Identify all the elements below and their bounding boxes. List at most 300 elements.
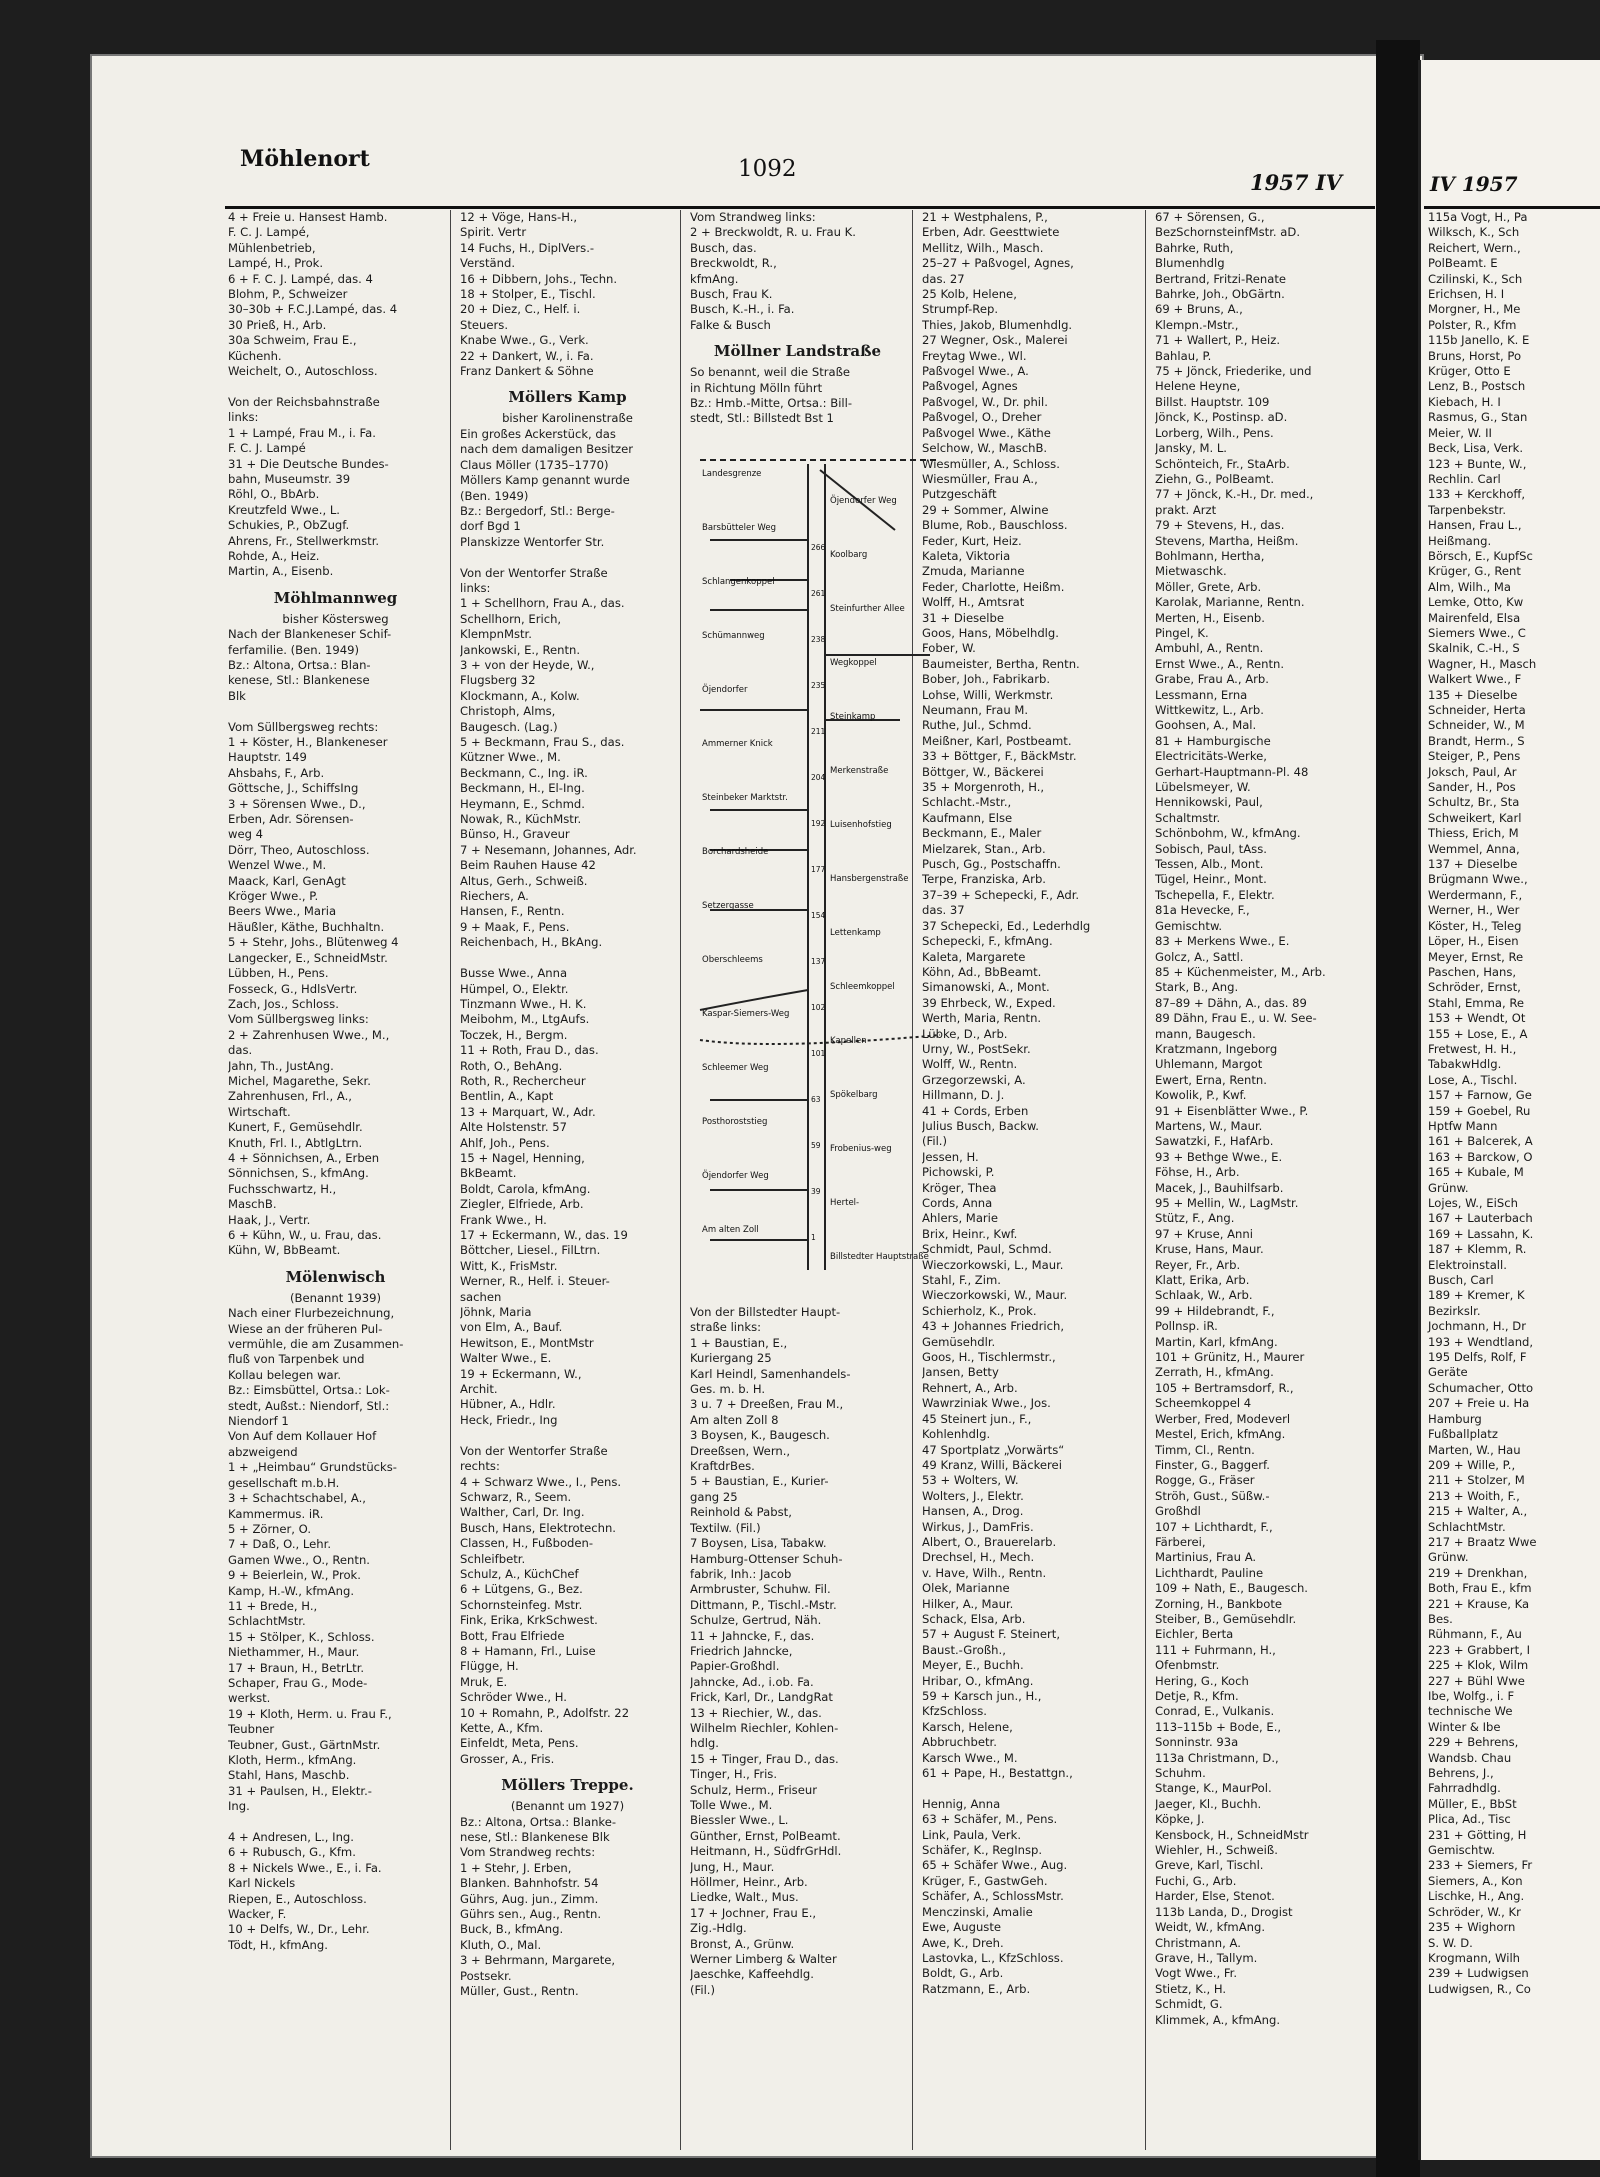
directory-entry: stedt, Stl.: Billstedt Bst 1 [690, 411, 834, 426]
directory-entry: BezSchornsteinfMstr. aD. [1155, 225, 1301, 240]
directory-entry: Von der Wentorfer Straße [460, 565, 608, 580]
facing-entry: Werner, H., Wer [1428, 903, 1520, 918]
facing-entry: Brügmann Wwe., [1428, 872, 1528, 887]
facing-entry: Jochmann, H., Dr [1428, 1319, 1526, 1334]
directory-entry: Drechsel, H., Mech. [922, 1550, 1035, 1565]
directory-entry: (Fil.) [922, 1134, 947, 1149]
facing-entry: Ibe, Wolfg., i. F [1428, 1689, 1515, 1703]
directory-entry: Ahrens, Fr., Stellwerkmstr. [228, 533, 380, 548]
directory-entry: Hennikowski, Paul, [1155, 795, 1263, 810]
directory-entry: 4 + Sönnichsen, A., Erben [228, 1150, 380, 1165]
directory-entry: Schlacht.-Mstr., [922, 795, 1012, 810]
map-street-label: Billstedter Hauptstraße [830, 1252, 929, 1262]
directory-entry: 3 + Sörensen Wwe., D., [228, 796, 366, 811]
facing-entry: Skalnik, C.-H., S [1428, 641, 1520, 656]
directory-entry: Hamburg-Ottenser Schuh- [690, 1551, 843, 1566]
directory-entry: 93 + Bethge Wwe., E. [1155, 1149, 1283, 1164]
directory-entry: Höllmer, Heinr., Arb. [690, 1875, 808, 1890]
directory-entry: Baumeister, Bertha, Rentn. [922, 656, 1080, 671]
map-street-label: Steinbeker Marktstr. [702, 793, 788, 803]
directory-entry [460, 550, 675, 565]
directory-entry: Hümpel, O., Elektr. [460, 981, 569, 996]
directory-entry: Günther, Ernst, PolBeamt. [690, 1828, 841, 1843]
directory-entry: Blk [228, 688, 246, 703]
facing-entry: Both, Frau E., kfm [1428, 1581, 1532, 1596]
street-heading: Möllers Kamp [508, 388, 627, 407]
directory-entry: Ruthe, Jul., Schmd. [922, 718, 1032, 733]
directory-entry: Reinhold & Pabst, [690, 1505, 792, 1520]
directory-entry: 107 + Lichthardt, F., [1155, 1519, 1273, 1534]
directory-entry: Gührs, Aug. jun., Zimm. [460, 1891, 599, 1906]
directory-entry: 101 + Grünitz, H., Maurer [1155, 1350, 1305, 1365]
directory-entry: Vom Strandweg links: [690, 210, 816, 224]
directory-entry: Martens, W., Maur. [1155, 1118, 1263, 1133]
directory-entry: 95 + Mellin, W., LagMstr. [1155, 1196, 1299, 1210]
directory-entry: Simanowski, A., Mont. [922, 980, 1050, 995]
directory-entry: 7 + Daß, O., Lehr. [228, 1537, 332, 1552]
directory-entry: Boldt, G., Arb. [922, 1966, 1004, 1981]
directory-entry: 97 + Kruse, Anni [1155, 1226, 1253, 1241]
directory-entry: Göttsche, J., SchiffsIng [228, 781, 359, 796]
directory-entry: Hübner, A., Hdlr. [460, 1397, 556, 1412]
directory-entry: Ziehn, G., PolBeamt. [1155, 471, 1275, 486]
directory-entry: Ges. m. b. H. [690, 1382, 766, 1397]
directory-entry: Schröder Wwe., H. [460, 1690, 567, 1705]
facing-header-rule [1424, 206, 1600, 209]
directory-entry: Schleifbetr. [460, 1551, 526, 1566]
map-street-label: Steinkamp [830, 712, 876, 722]
facing-entry: Bruns, Horst, Po [1428, 348, 1522, 363]
map-street-label: Borchardsheide [702, 847, 769, 857]
directory-entry: 5 + Zörner, O. [228, 1521, 312, 1536]
directory-entry: Wirtschaft. [228, 1104, 291, 1119]
directory-entry: Wolff, H., Amtsrat [922, 595, 1025, 610]
column-divider [680, 210, 681, 2150]
street-map-sketch [690, 450, 950, 1300]
directory-entry: Knuth, Frl. I., AbtlgLtrn. [228, 1135, 363, 1150]
directory-entry: Wieczorkowski, L., Maur. [922, 1257, 1064, 1272]
directory-entry: 31 + Die Deutsche Bundes- [228, 456, 389, 471]
directory-entry: Toczek, H., Bergm. [460, 1027, 568, 1042]
directory-entry: 113b Landa, D., Drogist [1155, 1904, 1293, 1919]
directory-entry: Busch, Hans, Elektrotechn. [460, 1520, 616, 1535]
directory-entry: Bahlau, P. [1155, 348, 1212, 363]
directory-entry: 69 + Bruns, A., [1155, 302, 1243, 317]
directory-entry: Tödt, H., kfmAng. [228, 1937, 328, 1952]
directory-entry: ferfamilie. (Ben. 1949) [228, 642, 359, 657]
directory-entry: Papier-Großhdl. [690, 1659, 780, 1674]
facing-entry: 187 + Klemm, R. [1428, 1242, 1527, 1257]
map-street-label: Schleemkoppel [830, 982, 895, 992]
directory-entry: Böttger, W., Bäckerei [922, 764, 1044, 779]
directory-entry: Stange, K., MaurPol. [1155, 1781, 1272, 1796]
directory-entry: Paßvogel, O., Dreher [922, 410, 1042, 425]
directory-entry: Ahsbahs, F., Arb. [228, 765, 325, 780]
directory-entry: Goos, H., Tischlermstr., [922, 1350, 1056, 1365]
directory-entry: Thies, Jakob, Blumenhdlg. [922, 317, 1073, 332]
directory-entry: Jankowski, E., Rentn. [460, 642, 581, 657]
directory-entry: 8 + Nickels Wwe., E., i. Fa. [228, 1860, 382, 1875]
directory-entry: Frick, Karl, Dr., LandgRat [690, 1690, 833, 1705]
map-street-label: Schlangenkoppel [702, 577, 775, 587]
directory-entry: Dittmann, P., Tischl.-Mstr. [690, 1597, 837, 1612]
directory-entry: (Ben. 1949) [460, 488, 529, 503]
directory-entry: Conrad, E., Vulkanis. [1155, 1704, 1275, 1719]
directory-entry: Schornsteinfeg. Mstr. [460, 1597, 583, 1612]
directory-entry: Kaufmann, Else [922, 810, 1013, 825]
directory-entry: Tolle Wwe., M. [690, 1798, 773, 1812]
directory-entry: 11 + Jahncke, F., das. [690, 1628, 815, 1643]
street-heading: Mölenwisch [285, 1267, 386, 1286]
directory-entry: 19 + Kloth, Herm. u. Frau F., [228, 1706, 392, 1721]
directory-entry: Steuers. [460, 317, 509, 332]
map-street-label: Lettenkamp [830, 928, 881, 938]
facing-entry: 217 + Braatz Wwe [1428, 1534, 1537, 1549]
directory-entry: Boldt, Carola, kfmAng. [460, 1181, 591, 1196]
facing-entry: 153 + Wendt, Ot [1428, 1011, 1526, 1026]
directory-entry: Jansky, M. L. [1155, 441, 1227, 456]
directory-entry: Zmuda, Marianne [922, 564, 1025, 579]
directory-entry: Vom Süllbergsweg rechts: [228, 719, 379, 734]
directory-entry: 71 + Wallert, P., Heiz. [1155, 333, 1281, 348]
directory-entry: Flügge, H. [460, 1659, 519, 1674]
directory-entry: Ströh, Gust., Süßw.- [1155, 1488, 1270, 1503]
facing-entry: Schumacher, Otto [1428, 1380, 1534, 1395]
directory-entry: Fuchi, G., Arb. [1155, 1873, 1237, 1888]
directory-entry: Von der Wentorfer Straße [460, 1443, 608, 1458]
directory-entry: 29 + Sommer, Alwine [922, 502, 1049, 517]
directory-entry: Schmidt, Paul, Schmd. [922, 1242, 1052, 1257]
directory-entry: Wieczorkowski, W., Maur. [922, 1288, 1068, 1303]
facing-entry: 233 + Siemers, Fr [1428, 1858, 1533, 1873]
directory-entry: 13 + Riechier, W., das. [690, 1705, 822, 1720]
facing-entry: 123 + Bunte, W., [1428, 456, 1527, 471]
map-street-label: Kapellen [830, 1036, 867, 1046]
directory-entry: Jönck, K., Postinsp. aD. [1155, 410, 1288, 425]
directory-entry: 89 Dähn, Frau E., u. W. See- [1155, 1011, 1317, 1026]
facing-entry: 155 + Lose, E., A [1428, 1026, 1528, 1041]
directory-entry: 35 + Morgenroth, H., [922, 780, 1045, 795]
directory-entry: Blanken. Bahnhofstr. 54 [460, 1876, 599, 1891]
map-street-label: Am alten Zoll [702, 1225, 759, 1235]
directory-entry: Hansen, A., Drog. [922, 1504, 1024, 1519]
directory-entry: Schukies, P., ObZugf. [228, 518, 350, 533]
facing-entry: 225 + Klok, Wilm [1428, 1658, 1529, 1673]
directory-entry: 3 + Schachtschabel, A., [228, 1491, 366, 1506]
directory-entry: 113a Christmann, D., [1155, 1750, 1279, 1765]
directory-entry: Schuhm. [1155, 1766, 1206, 1781]
directory-entry: Flugsberg 32 [460, 673, 536, 688]
facing-page-column [1428, 210, 1600, 1997]
directory-entry: Christmann, A. [1155, 1935, 1241, 1950]
facing-entry: Beck, Lisa, Verk. [1428, 441, 1524, 456]
facing-entry: Schröder, Ernst, [1428, 980, 1521, 995]
directory-entry: Menczinski, Amalie [922, 1904, 1033, 1919]
directory-entry: Karsch, Helene, [922, 1719, 1013, 1734]
facing-entry: 211 + Stolzer, M [1428, 1473, 1525, 1488]
directory-entry: 17 + Braun, H., BetrLtr. [228, 1660, 365, 1675]
directory-entry: 37–39 + Schepecki, F., Adr. [922, 887, 1080, 902]
directory-entry: Julius Busch, Backw. [922, 1118, 1039, 1133]
directory-entry: Stark, B., Ang. [1155, 980, 1239, 995]
directory-entry: Wilhelm Riechler, Kohlen- [690, 1720, 839, 1735]
directory-entry: kfmAng. [690, 271, 739, 286]
directory-entry: Paßvogel Wwe., A. [922, 364, 1029, 379]
directory-entry: Martin, A., Eisenb. [228, 564, 334, 579]
directory-entry: das. [228, 1043, 253, 1058]
column-1 [228, 210, 443, 1953]
facing-entry: Rasmus, G., Stan [1428, 410, 1528, 425]
directory-entry: Bz.: Hmb.-Mitte, Ortsa.: Bill- [690, 396, 853, 411]
directory-entry: Hering, G., Koch [1155, 1673, 1249, 1688]
directory-entry: Grave, H., Tallym. [1155, 1950, 1258, 1965]
directory-entry: 81 + Hamburgische [1155, 733, 1271, 748]
directory-entry: weg 4 [228, 827, 264, 842]
directory-entry: Uhlemann, Margot [1155, 1057, 1263, 1072]
map-house-number: 137 [811, 957, 826, 966]
street-heading: Möhlmannweg [273, 588, 398, 607]
map-street-label: Ammerner Knick [702, 739, 773, 749]
directory-entry: 30–30b + F.C.J.Lampé, das. 4 [228, 302, 398, 317]
directory-entry: Fosseck, G., HdlsVertr. [228, 981, 358, 996]
directory-entry: 4 + Schwarz Wwe., I., Pens. [460, 1474, 622, 1489]
facing-entry: 209 + Wille, P., [1428, 1457, 1516, 1472]
directory-entry: KlempnMstr. [460, 627, 532, 642]
directory-entry: Falke & Busch [690, 317, 771, 332]
directory-entry: Verständ. [460, 256, 516, 271]
directory-entry: Kluth, O., Mal. [460, 1937, 542, 1952]
directory-entry: Buck, B., kfmAng. [460, 1922, 564, 1937]
facing-entry: Alm, Wilh., Ma [1428, 579, 1511, 594]
directory-entry: Kowolik, P., Kwf. [1155, 1088, 1247, 1103]
map-house-number: 211 [811, 727, 826, 736]
map-house-number: 238 [811, 635, 826, 644]
directory-entry: Sawatzki, F., HafArb. [1155, 1134, 1274, 1149]
directory-entry: Pusch, Gg., Postschaffn. [922, 857, 1061, 872]
facing-entry: Tarpenbekstr. [1428, 502, 1507, 517]
map-street-label: Öjendorfer Weg [830, 496, 897, 506]
directory-entry: Nach der Blankeneser Schif- [228, 627, 392, 642]
directory-entry: Christoph, Alms, [460, 704, 556, 719]
facing-entry: 135 + Dieselbe [1428, 687, 1518, 702]
directory-entry: Bz.: Bergedorf, Stl.: Berge- [460, 503, 615, 518]
directory-entry: Fober, W. [922, 641, 976, 656]
map-street-label: Merkenstraße [830, 766, 889, 776]
map-street-label: Hansbergenstraße [830, 874, 909, 884]
directory-entry: Küchenh. [228, 348, 282, 363]
directory-entry: Rehnert, A., Arb. [922, 1380, 1018, 1395]
directory-entry: 25 Kolb, Helene, [922, 287, 1017, 302]
directory-entry: 6 + Lütgens, G., Bez. [460, 1582, 583, 1597]
directory-entry: Nach einer Flurbezeichnung, [228, 1306, 395, 1321]
facing-entry: Ludwigsen, R., Co [1428, 1981, 1531, 1996]
map-house-number: 192 [811, 819, 826, 828]
directory-entry: Scheemkoppel 4 [1155, 1396, 1252, 1411]
directory-entry: Franz Dankert & Söhne [460, 364, 594, 379]
directory-entry: Kette, A., Kfm. [460, 1721, 544, 1735]
directory-entry: Feder, Kurt, Heiz. [922, 533, 1022, 548]
directory-entry: F. C. J. Lampé, [228, 225, 310, 240]
facing-entry: Wemmel, Anna, [1428, 841, 1520, 856]
directory-entry: Blume, Rob., Bauschloss. [922, 518, 1068, 533]
directory-entry: Tinger, H., Fris. [690, 1767, 778, 1782]
facing-entry: Hansen, Frau L., [1428, 518, 1522, 533]
directory-entry: Von der Billstedter Haupt- [690, 1305, 841, 1319]
map-street-label: Luisenhofstieg [830, 820, 892, 830]
directory-entry: 5 + Stehr, Johs., Blütenweg 4 [228, 935, 399, 950]
directory-entry: Planskizze Wentorfer Str. [460, 534, 605, 549]
directory-entry: Awe, K., Dreh. [922, 1935, 1004, 1950]
directory-entry: 11 + Brede, H., [228, 1598, 318, 1613]
directory-entry: Bz.: Altona, Ortsa.: Blanke- [460, 1814, 617, 1829]
directory-entry: Klockmann, A., Kolw. [460, 688, 580, 703]
directory-entry: 67 + Sörensen, G., [1155, 210, 1265, 224]
directory-entry: Gerhart-Hauptmann-Pl. 48 [1155, 764, 1309, 779]
directory-entry: Harder, Else, Stenot. [1155, 1889, 1275, 1904]
directory-entry: abzweigend [228, 1444, 298, 1459]
directory-entry: Goohsen, A., Mal. [1155, 718, 1257, 733]
directory-entry: 57 + August F. Steinert, [922, 1627, 1061, 1642]
directory-entry: Billst. Hauptstr. 109 [1155, 394, 1270, 409]
facing-entry: Hamburg [1428, 1411, 1482, 1426]
directory-entry: Langecker, E., SchneidMstr. [228, 950, 388, 965]
directory-entry: Schulz, A., KüchChef [460, 1566, 579, 1581]
directory-entry: Hansen, F., Rentn. [460, 904, 565, 919]
facing-entry: Köster, H., Teleg [1428, 918, 1522, 933]
facing-entry: Rühmann, F., Au [1428, 1627, 1522, 1642]
directory-entry: Wirkus, J., DamFris. [922, 1519, 1034, 1534]
facing-entry: Walkert Wwe., F [1428, 672, 1522, 687]
directory-entry: Bahrke, Ruth, [1155, 240, 1234, 255]
directory-entry: Mellitz, Wilh., Masch. [922, 240, 1044, 255]
street-heading: Möllers Treppe. [501, 1776, 634, 1795]
directory-entry: Schulz, Herm., Friseur [690, 1782, 817, 1797]
directory-entry: 105 + Bertramsdorf, R., [1155, 1380, 1294, 1395]
directory-entry: Lübke, D., Arb. [922, 1026, 1008, 1041]
facing-entry: Stahl, Emma, Re [1428, 995, 1525, 1010]
directory-entry [228, 379, 443, 394]
directory-entry: Tschepella, F., Elektr. [1155, 887, 1275, 902]
directory-entry: prakt. Arzt [1155, 502, 1217, 517]
directory-entry: Von Auf dem Kollauer Hof [228, 1429, 377, 1444]
directory-entry: 75 + Jönck, Friederike, und [1155, 364, 1312, 379]
directory-entry: Vom Strandweg rechts: [460, 1845, 596, 1860]
directory-entry: Ewert, Erna, Rentn. [1155, 1072, 1267, 1087]
facing-entry: Geräte [1428, 1365, 1468, 1380]
directory-entry: Grabe, Frau A., Arb. [1155, 672, 1269, 687]
directory-entry: Kollau belegen war. [228, 1367, 342, 1382]
directory-entry: Mühlenbetrieb, [228, 240, 316, 255]
directory-entry: Walter Wwe., E. [460, 1351, 552, 1366]
directory-entry: Olek, Marianne [922, 1581, 1010, 1596]
directory-entry: MaschB. [228, 1197, 277, 1212]
directory-entry: Stütz, F., Ang. [1155, 1211, 1235, 1226]
directory-entry: 14 Fuchs, H., DiplVers.- [460, 240, 595, 255]
directory-entry: 27 Wegner, Osk., Malerei [922, 333, 1068, 348]
directory-entry: Klempn.-Mstr., [1155, 317, 1239, 332]
directory-entry: Wolff, W., Rentn. [922, 1057, 1018, 1072]
street-heading: Möllner Landstraße [713, 342, 882, 361]
directory-entry: Möllers Kamp genannt wurde [460, 473, 630, 488]
directory-entry: Kühn, W, BbBeamt. [228, 1243, 341, 1258]
directory-entry: Maack, Karl, GenAgt [228, 873, 346, 888]
facing-entry: Behrens, J., [1428, 1766, 1494, 1781]
directory-entry: Martinius, Frau A. [1155, 1550, 1257, 1565]
directory-entry: Roth, R., Rechercheur [460, 1073, 586, 1088]
directory-entry: Riepen, E., Autoschloss. [228, 1891, 367, 1906]
directory-entry: 15 + Stölper, K., Schloss. [228, 1629, 375, 1644]
facing-entry: 239 + Ludwigsen [1428, 1966, 1529, 1981]
directory-entry: 15 + Nagel, Henning, [460, 1150, 585, 1165]
directory-entry: Friedrich Jahncke, [690, 1643, 793, 1658]
facing-entry: 223 + Grabbert, I [1428, 1642, 1531, 1657]
directory-entry: Müller, Gust., Rentn. [460, 1984, 579, 1999]
directory-entry: Erben, Adr. Geesttwiete [922, 225, 1060, 240]
directory-entry: Postsekr. [460, 1968, 512, 1983]
directory-entry: Lorberg, Wilh., Pens. [1155, 425, 1274, 440]
facing-entry: Lischke, H., Ang. [1428, 1889, 1525, 1904]
directory-entry: 1 + Baustian, E., [690, 1335, 788, 1350]
facing-entry: Fußballplatz [1428, 1427, 1498, 1442]
directory-entry: 2 + Zahrenhusen Wwe., M., [228, 1027, 390, 1042]
facing-entry: Schneider, Herta [1428, 703, 1526, 717]
facing-entry: Wagner, H., Masch [1428, 656, 1537, 671]
directory-entry: 77 + Jönck, K.-H., Dr. med., [1155, 487, 1314, 502]
directory-entry: Jansen, Betty [922, 1365, 999, 1380]
directory-entry: Hennig, Anna [922, 1796, 1001, 1811]
facing-entry: PolBeamt. E [1428, 256, 1498, 271]
directory-entry: 21 + Westphalens, P., [922, 210, 1048, 224]
directory-entry: Steiber, B., Gemüsehdlr. [1155, 1611, 1297, 1626]
facing-entry: 229 + Behrens, [1428, 1735, 1519, 1750]
facing-entry: S. W. D. [1428, 1935, 1473, 1950]
directory-entry: Hilker, A., Maur. [922, 1596, 1014, 1611]
directory-entry: Albert, O., Brauerelarb. [922, 1534, 1057, 1549]
directory-entry: Zorning, H., Bankbote [1155, 1596, 1283, 1611]
directory-entry: Hauptstr. 149 [228, 750, 307, 765]
directory-entry: Heymann, E., Schmd. [460, 796, 585, 811]
directory-entry: 15 + Tinger, Frau D., das. [690, 1751, 839, 1766]
facing-entry: 193 + Wendtland, [1428, 1334, 1534, 1349]
directory-entry: Schulze, Gertrud, Näh. [690, 1613, 822, 1628]
directory-entry: Schäfer, K., RegInsp. [922, 1843, 1043, 1858]
facing-entry: Thiess, Erich, M [1428, 826, 1519, 841]
directory-entry: Urny, W., PostSekr. [922, 1041, 1031, 1056]
directory-entry: Mietwaschk. [1155, 564, 1227, 579]
directory-entry: 1 + Lampé, Frau M., i. Fa. [228, 425, 376, 440]
directory-entry: 11 + Roth, Frau D., das. [460, 1043, 599, 1058]
directory-entry: Kaleta, Viktoria [922, 548, 1011, 563]
directory-entry: Ein großes Ackerstück, das [460, 426, 616, 441]
directory-entry: Köhn, Ad., BbBeamt. [922, 964, 1042, 979]
directory-entry: hdlg. [690, 1736, 719, 1751]
directory-entry: Mielzarek, Stan., Arb. [922, 841, 1046, 856]
directory-entry: Ahlers, Marie [922, 1211, 999, 1226]
directory-entry: Beckmann, C., Ing. iR. [460, 765, 588, 780]
directory-entry [460, 951, 675, 966]
directory-entry: 47 Sportplatz „Vorwärts“ [922, 1442, 1065, 1457]
facing-entry: Elektroinstall. [1428, 1257, 1507, 1272]
facing-entry: Siemers, A., Kon [1428, 1873, 1523, 1888]
facing-entry: Paschen, Hans, [1428, 964, 1517, 979]
directory-entry: KraftdrBes. [690, 1459, 755, 1474]
directory-entry: Ewe, Auguste [922, 1920, 1002, 1935]
directory-entry: Wiesmüller, Frau A., [922, 471, 1038, 486]
directory-entry: Wittkewitz, L., Arb. [1155, 703, 1264, 717]
directory-entry: 53 + Wolters, W. [922, 1473, 1019, 1488]
directory-entry: Beckmann, E., Maler [922, 826, 1042, 841]
facing-entry: SchlachtMstr. [1428, 1519, 1506, 1534]
